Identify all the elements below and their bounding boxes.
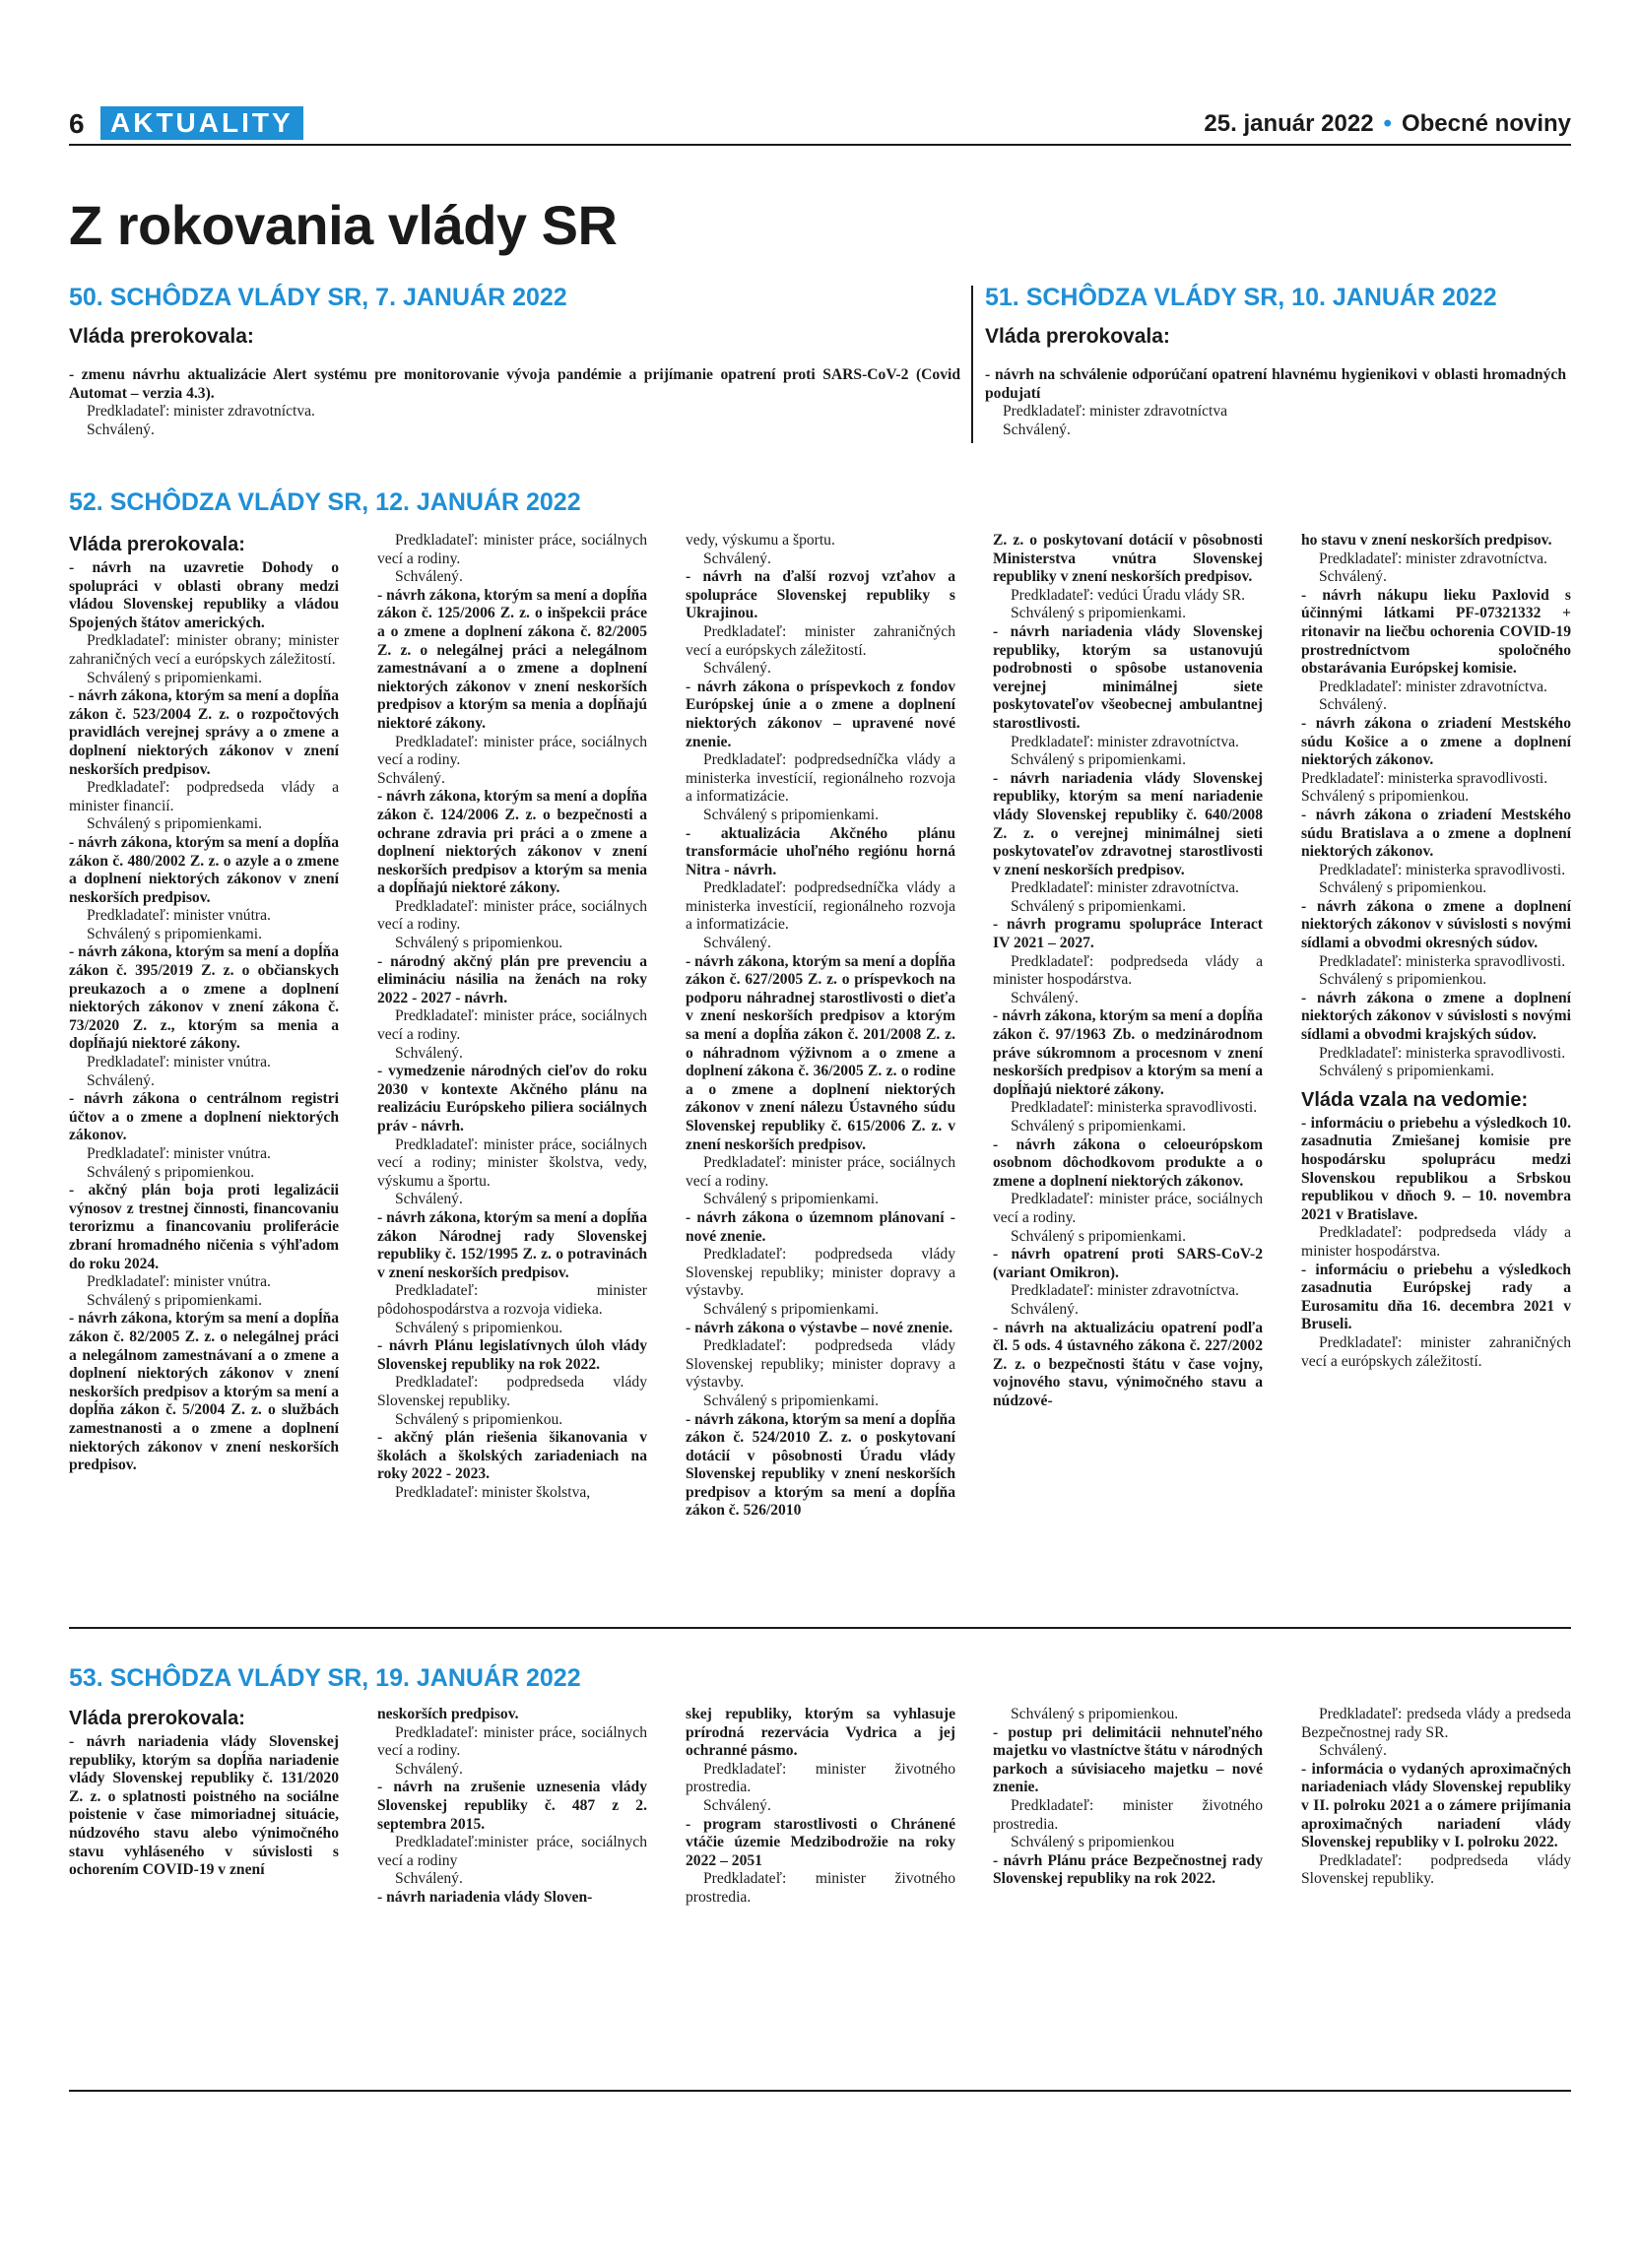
item-note: Predkladateľ: predseda vlády a predseda Bezpečnostnej rady SR. [1301, 1706, 1571, 1741]
issue-date: 25. január 2022 [1204, 110, 1374, 137]
item-note: Schválený s pripomienkou. [395, 1319, 563, 1336]
session-50-body [69, 366, 960, 439]
agenda-item: - akčný plán riešenia šikanovania v školách a školských zariadeniach na roky 2022 - 2023. [377, 1429, 647, 1483]
agenda-item: - návrh zákona o zriadení Mestského súdu Bratislava a o zmene a doplnení niektorých zákonov. [1301, 806, 1571, 861]
item-note: Predkladateľ: minister práce, sociálnych vecí a rodiny. [377, 1723, 647, 1760]
header-rule [69, 144, 1571, 146]
item-note: Predkladateľ: minister zahraničných vecí a európskych záležitostí. [686, 622, 955, 659]
item-note: Predkladateľ: minister vnútra. [87, 1054, 271, 1071]
item-note: Predkladateľ: minister zdravotníctva. [1011, 1282, 1239, 1300]
agenda-item: neskorších predpisov. [377, 1706, 519, 1722]
item-note: Schválený. [87, 1071, 155, 1089]
item-note: Predkladateľ: minister práce, sociálnych vecí a rodiny. [377, 1007, 647, 1044]
agenda-item: - program starostlivosti o Chránené vtáčie územie Medzibodrožie na roky 2022 – 2051 [686, 1815, 955, 1869]
session-52-heading: 52. SCHÔDZA VLÁDY SR, 12. JANUÁR 2022 [69, 488, 581, 516]
item-note: Predkladateľ: minister zdravotníctva [1003, 403, 1228, 421]
item-note: Predkladateľ: minister zdravotníctva. [1011, 879, 1239, 897]
item-note: Schválený. [1011, 1300, 1079, 1318]
item-note: Predkladateľ: vedúci Úradu vlády SR. [1011, 586, 1246, 604]
item-note: Schválený. [395, 1044, 463, 1062]
agenda-item: - informácia o vydaných aproximačných nariadeniach vlády Slovenskej republiky v II. polroku 2021 a o zámere prijímania aproximačných nariadení vlády Slovenskej republiky v I. polroku 2022. [1301, 1760, 1571, 1851]
agenda-item: - návrh zákona o zmene a doplnení niektorých zákonov v súvislosti s novými sídlami a obvodmi okresných súdov. [1301, 897, 1571, 952]
item-note: Predkladateľ: ministerka spravodlivosti. [1319, 1044, 1566, 1062]
item-note: Predkladateľ: minister práce, sociálnych vecí a rodiny. [686, 1154, 955, 1190]
item-note: Schválený. [395, 1760, 463, 1778]
item-note: Predkladateľ: minister práce, sociálnych vecí a rodiny. [377, 733, 647, 769]
agenda-item: Z. z. o poskytovaní dotácií v pôsobnosti Ministerstva vnútra Slovenskej republiky v znení neskorších predpisov. [993, 532, 1263, 586]
page-title: Z rokovania vlády SR [69, 194, 618, 256]
item-note: Predkladateľ: minister životného prostredia. [686, 1870, 955, 1906]
agenda-item: - informáciu o priebehu a výsledkoch zasadnutia Európskej rady a Eurosamitu dňa 16. decembra 2021 v Bruseli. [1301, 1261, 1571, 1333]
item-note: Schválený. [1319, 696, 1387, 714]
item-note: Schválený s pripomienkami. [87, 1291, 262, 1309]
text-column [1301, 532, 1571, 1371]
agenda-item: - návrh na uzavretie Dohody o spolupráci v oblasti obrany medzi vládou Slovenskej republiky a vládou Spojených štátov amerických. [69, 559, 339, 631]
item-note: Predkladateľ: minister školstva, [395, 1483, 591, 1501]
agenda-item: - zmenu návrhu aktualizácie Alert systému pre monitorovanie vývoja pandémie a prijímanie opatrení proti SARS-CoV-2 (Covid Automat – verzia 4.3). [69, 366, 960, 402]
item-note: Predkladateľ: ministerka spravodlivosti. [1319, 952, 1566, 970]
agenda-item: - informáciu o priebehu a výsledkoch 10. zasadnutia Zmiešanej komisie pre hospodársku spoluprácu medzi Slovenskou republikou a Srbskou republikou v dňoch 9. – 10. novembra 2021 v Bratislave. [1301, 1114, 1571, 1223]
session-50-heading: 50. SCHÔDZA VLÁDY SR, 7. JANUÁR 2022 [69, 284, 567, 311]
agenda-item: - akčný plán boja proti legalizácii výnosov z trestnej činnosti, financovaniu terorizmu a financovaniu proliferácie zbraní hromadného ničenia s výhľadom do roku 2024. [69, 1182, 339, 1272]
session-51-body [985, 366, 1566, 439]
session-50-subheading: Vláda prerokovala: [69, 325, 254, 348]
agenda-item: - návrh zákona, ktorým sa mení a dopĺňa zákon č. 395/2019 Z. z. o občianskych preukazoch a o zmene a doplnení niektorých zákonov v znení zákona č. 73/2020 Z. z., ktorým sa menia a dopĺňajú niektoré zákony. [69, 943, 339, 1053]
agenda-item: - aktualizácia Akčného plánu transformácie uhoľného regiónu horná Nitra - návrh. [686, 824, 955, 878]
item-note: Schválený s pripomienkami. [87, 925, 262, 942]
text-column [686, 1706, 955, 1908]
item-note: Predkladateľ: minister práce, sociálnych vecí a rodiny. [993, 1191, 1263, 1226]
agenda-item: - návrh Plánu legislatívnych úloh vlády Slovenskej republiky na rok 2022. [377, 1337, 647, 1373]
page-header [69, 106, 1571, 140]
agenda-item: - návrh programu spolupráce Interact IV 2021 – 2027. [993, 916, 1263, 952]
item-note: Schválený s pripomienkou. [1011, 1706, 1179, 1722]
agenda-item: - návrh zákona, ktorým sa mení a dopĺňa zákon č. 523/2004 Z. z. o rozpočtových pravidlách verejnej správy a o zmene a doplnení niektorých zákonov v znení neskorších predpisov. [69, 687, 339, 778]
agenda-item: - návrh zákona, ktorým sa mení a dopĺňa zákon č. 480/2002 Z. z. o azyle a o zmene a doplnení niektorých zákonov v znení neskorších predpisov. [69, 833, 339, 906]
agenda-item: - návrh zákona o zriadení Mestského súdu Košice a o zmene a doplnení niektorých zákonov. [1301, 714, 1571, 769]
item-note: Schválený s pripomienkou. [1319, 879, 1487, 897]
item-note: Schválený s pripomienkou. [395, 935, 563, 952]
item-note: Schválený s pripomienkami. [1011, 605, 1186, 622]
item-note: Schválený. [1319, 1742, 1387, 1760]
item-note: Schválený s pripomienkou. [395, 1410, 563, 1428]
agenda-item: ho stavu v znení neskorších predpisov. [1301, 532, 1552, 549]
agenda-item: - návrh zákona, ktorým sa mení a dopĺňa zákon Národnej rady Slovenskej republiky č. 152/1995 Z. z. o potravinách v znení neskorších predpisov. [377, 1208, 647, 1281]
page-number: 6 [69, 108, 85, 139]
item-note: Predkladateľ: ministerka spravodlivosti. [1011, 1099, 1258, 1117]
agenda-item: - návrh zákona o zmene a doplnení niektorých zákonov v súvislosti s novými sídlami a obvodmi krajských súdov. [1301, 989, 1571, 1044]
item-note: Predkladateľ: podpredseda vlády Slovenskej republiky; minister dopravy a výstavby. [686, 1246, 955, 1300]
item-note: Schválený s pripomienkou. [1301, 788, 1470, 806]
item-note: Schválený s pripomienkami. [1011, 1227, 1186, 1245]
item-note: Schválený s pripomienkou. [87, 1163, 255, 1181]
item-note: Schválený s pripomienkami. [1011, 897, 1186, 915]
item-note: Schválený s pripomienkami. [1011, 751, 1186, 769]
item-note: Schválený. [1011, 989, 1079, 1006]
item-note: Schválený s pripomienkami. [1319, 1063, 1494, 1080]
item-note: Schválený s pripomienkami. [1011, 1118, 1186, 1134]
item-note: Schválený. [395, 1870, 463, 1888]
item-note: Predkladateľ: minister vnútra. [87, 1273, 271, 1291]
agenda-item: skej republiky, ktorým sa vyhlasuje prírodná rezervácia Vydrica a jej ochranné pásmo. [686, 1706, 955, 1760]
item-note: Predkladateľ: minister vnútra. [87, 907, 271, 925]
item-note: Predkladateľ: minister obrany; minister zahraničných vecí a európskych záležitostí. [69, 632, 339, 668]
item-note: Predkladateľ: minister vnútra. [87, 1145, 271, 1162]
agenda-item: - návrh nákupu lieku Paxlovid s účinnými látkami PF-07321332 + ritonavir na liečbu ochorenia COVID-19 prostredníctvom spoločného obstarávania Európskej komisie. [1301, 586, 1571, 678]
text-column [377, 1706, 647, 1908]
agenda-item: - návrh na zrušenie uznesenia vlády Slovenskej republiky č. 487 z 2. septembra 2015. [377, 1779, 647, 1833]
text-column [69, 1706, 339, 1880]
subheading: Vláda prerokovala: [69, 534, 245, 555]
session-53-heading: 53. SCHÔDZA VLÁDY SR, 19. JANUÁR 2022 [69, 1664, 581, 1692]
agenda-item: - návrh zákona o výstavbe – nové znenie. [686, 1319, 953, 1336]
agenda-item: - návrh nariadenia vlády Slovenskej republiky, ktorým sa mení nariadenie vlády Slovenskej republiky č. 640/2008 Z. z. o verejnej minimálnej sieti poskytovateľov zdravotnej starostlivosti v znení neskorších predpisov. [993, 769, 1263, 878]
text-column [993, 1706, 1263, 1889]
item-note: Predkladateľ: minister životného prostredia. [686, 1760, 955, 1796]
item-note: Schválený s pripomienkou [1011, 1834, 1175, 1851]
agenda-item: - návrh Plánu práce Bezpečnostnej rady Slovenskej republiky na rok 2022. [993, 1851, 1263, 1888]
text-column [993, 532, 1263, 1411]
agenda-item: - návrh na aktualizáciu opatrení podľa čl. 5 ods. 4 ústavného zákona č. 227/2002 Z. z. o bezpečnosti štátu v čase vojny, vojnového stavu, výnimočného stavu a núdzové- [993, 1319, 1263, 1409]
item-note: Schválený s pripomienkami. [703, 806, 879, 823]
item-note: Predkladateľ: minister práce, sociálnych vecí a rodiny. [377, 532, 647, 567]
item-note: Predkladateľ: podpredseda vlády a minister hospodárstva. [993, 952, 1263, 989]
agenda-item: - návrh zákona o centrálnom registri účtov a o zmene a doplnení niektorých zákonov. [69, 1090, 339, 1144]
agenda-item: - návrh na schválenie odporúčaní opatrení hlavnému hygienikovi v oblasti hromadných podujatí [985, 366, 1566, 402]
agenda-item: - postup pri delimitácii nehnuteľného majetku vo vlastníctve štátu v národných parkoch a súvisiaceho majetku – nové znenie. [993, 1723, 1263, 1796]
item-note: Schválený s pripomienkami. [703, 1300, 879, 1318]
agenda-item: - návrh zákona, ktorým sa mení a dopĺňa zákon č. 627/2005 Z. z. o príspevkoch na podporu náhradnej starostlivosti o dieťa v znení neskorších predpisov a ktorým sa mení a dopĺňa zákon č. 201/2008 Z. z. o náhradnom výživnom a o zmene a doplnení zákona č. 36/2005 Z. z. o rodine a o zmene a doplnení niektorých zákonov v znení nálezu Ústavného súdu Slovenskej republiky č. 615/2006 Z. z. v znení neskorších predpisov. [686, 952, 955, 1153]
issue-separator: • [1383, 110, 1392, 137]
agenda-item: - návrh nariadenia vlády Slovenskej republiky, ktorým sa dopĺňa nariadenie vlády Slovenskej republiky č. 131/2020 Z. z. o splatnosti poistného na sociálne poistenie v čase mimoriadnej situácie, núdzového stavu alebo výnimočného stavu vyhláseného v súvislosti s ochorením COVID-19 v znení [69, 1733, 339, 1879]
subheading: Vláda vzala na vedomie: [1301, 1088, 1529, 1111]
item-note: Predkladateľ: podpredsedníčka vlády a ministerka investícií, regionálneho rozvoja a informatizácie. [686, 879, 955, 934]
agenda-item: - návrh zákona o celoeurópskom osobnom dôchodkovom produkte a o zmene a doplnení niektorých zákonov. [993, 1135, 1263, 1190]
item-note: Schválený s pripomienkami. [87, 669, 262, 686]
item-note: Schválený. [703, 550, 771, 567]
item-note: Predkladateľ: podpredseda vlády Slovenskej republiky; minister dopravy a výstavby. [686, 1337, 955, 1392]
item-note: Predkladateľ: podpredsedníčka vlády a ministerka investícií, regionálneho rozvoja a informatizácie. [686, 751, 955, 806]
item-note: Predkladateľ: minister zdravotníctva. [1011, 733, 1239, 750]
item-note: Schválený s pripomienkou. [1319, 971, 1487, 989]
item-note: Schválený s pripomienkami. [703, 1392, 879, 1409]
agenda-item: - vymedzenie národných cieľov do roku 2030 v kontexte Akčného plánu na realizáciu Európskeho piliera sociálnych práv - návrh. [377, 1063, 647, 1134]
item-note: Schválený. [1003, 421, 1071, 438]
item-note: Predkladateľ: minister práce, sociálnych vecí a rodiny. [377, 897, 647, 934]
agenda-item: - návrh zákona o príspevkoch z fondov Európskej únie a o zmene a doplnení niektorých zákonov – upravené nové znenie. [686, 678, 955, 750]
session-51-heading: 51. SCHÔDZA VLÁDY SR, 10. JANUÁR 2022 [985, 284, 1497, 311]
text-column [1301, 1706, 1571, 1889]
agenda-item: - návrh zákona, ktorým sa mení a dopĺňa zákon č. 125/2006 Z. z. o inšpekcii práce a o zmene a doplnení zákona č. 82/2005 Z. z. o nelegálnej práci a nelegálnom zamestnávaní a o zmene a doplnení niektorých zákonov v znení neskorších predpisov a ktorým sa menia a dopĺňajú niektoré zákony. [377, 586, 647, 732]
item-note: Predkladateľ: podpredseda vlády a minister financií. [69, 779, 339, 814]
section-rule [69, 1627, 1571, 1629]
item-note: Predkladateľ: minister zahraničných vecí a európskych záležitostí. [1301, 1333, 1571, 1370]
item-note: Predkladateľ: minister zdravotníctva. [87, 403, 315, 421]
item-note: Predkladateľ: minister zdravotníctva. [1319, 678, 1547, 695]
item-note: Schválený. [703, 935, 771, 952]
item-note: Predkladateľ: podpredseda vlády a minister hospodárstva. [1301, 1224, 1571, 1260]
footer-rule [69, 2090, 1571, 2092]
item-note: Predkladateľ: podpredseda vlády Slovenskej republiky. [377, 1374, 647, 1409]
agenda-item: - návrh zákona, ktorým sa mení a dopĺňa zákon č. 124/2006 Z. z. o bezpečnosti a ochrane zdravia pri práci a o zmene a doplnení niektorých zákonov v znení neskorších predpisov a ktorým sa menia a dopĺňajú niektoré zákony. [377, 788, 647, 897]
item-note: vedy, výskumu a športu. [686, 532, 835, 549]
subheading: Vláda prerokovala: [69, 1708, 245, 1729]
item-note: Schválený. [703, 1796, 771, 1814]
item-note: Schválený s pripomienkami. [87, 815, 262, 833]
agenda-item: - návrh nariadenia vlády Sloven- [377, 1888, 593, 1906]
item-note: Schválený. [377, 769, 445, 787]
item-note: Predkladateľ: minister pôdohospodárstva a rozvoja vidieka. [377, 1282, 647, 1318]
publication-name: Obecné noviny [1401, 110, 1571, 137]
column-divider [971, 286, 973, 443]
text-column [377, 532, 647, 1502]
item-note: Predkladateľ: ministerka spravodlivosti. [1319, 861, 1566, 878]
agenda-item: - návrh zákona, ktorým sa mení a dopĺňa zákon č. 97/1963 Zb. o medzinárodnom práve súkromnom a procesnom v znení neskorších predpisov a ktorým sa mení a dopĺňajú niektoré zákony. [993, 1007, 1263, 1098]
item-note: Predkladateľ: ministerka spravodlivosti. [1301, 769, 1548, 787]
item-note: Schválený. [703, 660, 771, 678]
item-note: Predkladateľ:minister práce, sociálnych vecí a rodiny [377, 1834, 647, 1869]
item-note: Schválený s pripomienkami. [703, 1191, 879, 1208]
item-note: Predkladateľ: minister životného prostredia. [993, 1796, 1263, 1833]
agenda-item: - návrh zákona, ktorým sa mení a dopĺňa zákon č. 82/2005 Z. z. o nelegálnej práci a nelegálnom zamestnávaní a o zmene a doplnení niektorých zákonov v znení neskorších predpisov a ktorým sa mení a dopĺňa zákon č. 5/2004 Z. z. o službách zamestnanosti a o zmene a doplnení niektorých zákonov v znení neskorších predpisov. [69, 1310, 339, 1474]
item-note: Predkladateľ: podpredseda vlády Slovenskej republiky. [1301, 1851, 1571, 1888]
text-column [69, 532, 339, 1475]
agenda-item: - národný akčný plán pre prevenciu a elimináciu násilia na ženách na roky 2022 - 2027 - návrh. [377, 952, 647, 1006]
section-label: AKTUALITY [100, 106, 303, 140]
agenda-item: - návrh opatrení proti SARS-CoV-2 (variant Omikron). [993, 1246, 1263, 1281]
item-note: Schválený. [1319, 568, 1387, 586]
session-51-subheading: Vláda prerokovala: [985, 325, 1170, 348]
text-column [686, 532, 955, 1521]
item-note: Predkladateľ: minister práce, sociálnych vecí a rodiny; minister školstva, vedy, výskumu a športu. [377, 1135, 647, 1190]
item-note: Predkladateľ: minister zdravotníctva. [1319, 550, 1547, 567]
issue-info [1204, 110, 1571, 138]
agenda-item: - návrh nariadenia vlády Slovenskej republiky, ktorým sa ustanovujú podrobnosti o spôsobe ustanovenia verejnej minimálnej siete poskytovateľov všeobecnej ambulantnej starostlivosti. [993, 622, 1263, 732]
agenda-item: - návrh zákona, ktorým sa mení a dopĺňa zákon č. 524/2010 Z. z. o poskytovaní dotácií v pôsobnosti Úradu vlády Slovenskej republiky v znení neskorších predpisov a ktorým sa mení a dopĺňa zákon č. 526/2010 [686, 1410, 955, 1520]
item-note: Schválený. [87, 421, 155, 438]
item-note: Schválený. [395, 568, 463, 586]
item-note: Schválený. [395, 1191, 463, 1208]
agenda-item: - návrh zákona o územnom plánovaní - nové znenie. [686, 1208, 955, 1245]
agenda-item: - návrh na ďalší rozvoj vzťahov a spolupráce Slovenskej republiky s Ukrajinou. [686, 568, 955, 622]
